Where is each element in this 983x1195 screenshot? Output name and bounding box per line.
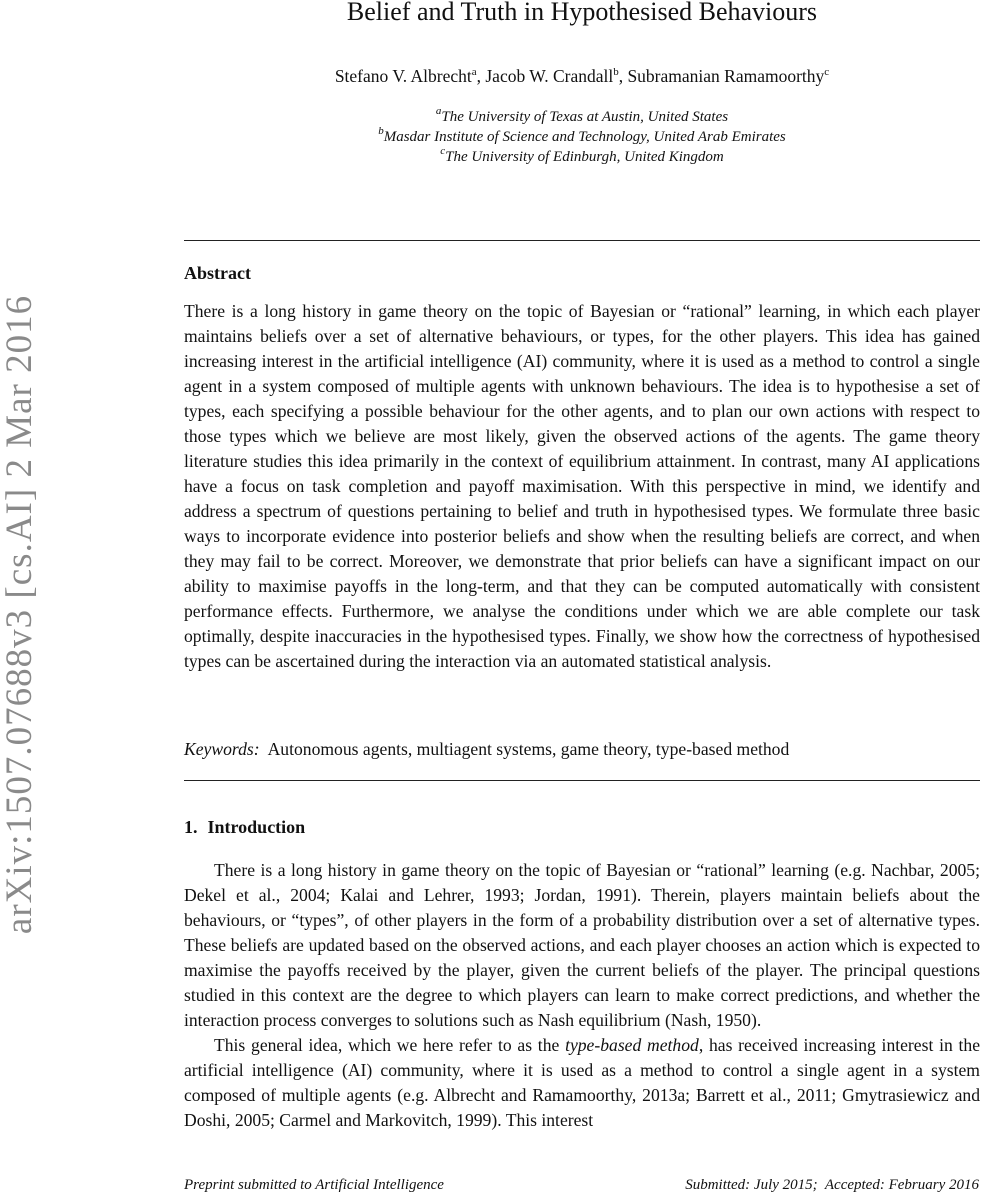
paper-title: Belief and Truth in Hypothesised Behaviours: [346, 0, 818, 26]
keywords-line: [184, 737, 980, 762]
footer-submission-dates: Submitted: July 2015; Accepted: February 2016: [685, 1177, 979, 1193]
abstract-text: There is a long history in game theory on the topic of Bayesian or “rational” learning, in which each player maintains beliefs over a set of alternative behaviours, or types, for the other players. This idea has gained increasing interest in the artificial intelligence (AI) community, where it is used as a method to control a single agent in a system composed of multiple agents with unknown behaviours. The idea is to hypothesise a set of types, each specifying a possible behaviour for the other agents, and to plan our own actions with respect to those types which we believe are most likely, given the observed actions of the agents. The game theory literature studies this idea primarily in the context of equilibrium attainment. In contrast, many AI applications have a focus on task completion and payoff maximisation. With this perspective in mind, we identify and address a spectrum of questions pertaining to belief and truth in hypothesised types. We formulate three basic ways to incorporate evidence into posterior beliefs and show when the resulting beliefs are correct, and when they may fail to be correct. Moreover, we demonstrate that prior beliefs can have a significant impact on our ability to maximise payoffs in the long-term, and that they can be computed automatically with consistent performance effects. Furthermore, we analyse the conditions under which we are able complete our task optimally, despite inaccuracies in the hypothesised types. Finally, we show how the correctness of hypothesised types can be ascertained during the interaction via an automated statistical analysis.: [184, 301, 980, 671]
author-affiliation-mark: b: [613, 66, 619, 78]
author-affiliation-mark: c: [824, 66, 830, 78]
paragraph-text: , has received increasing interest in the artificial intelligence (AI) community, where it is used as a method to control a single agent in a system composed of multiple agents (e.g. Albrecht and Ramamoorthy, 2013a; Barrett et al., 2011; Gmytrasiewicz and Doshi, 2005; Carmel and Markovitch, 1999). This interest: [184, 1035, 981, 1130]
affiliation-mark: b: [378, 125, 384, 137]
section-number: 1.: [184, 817, 198, 837]
affiliation-list: [184, 107, 980, 167]
author-affiliation-mark: a: [471, 66, 477, 78]
affiliation-line: [184, 107, 980, 127]
intro-paragraph-1: There is a long history in game theory on the topic of Bayesian or “rational” learning (e.g. Nachbar, 2005; Dekel et al., 2004; Kalai and Lehrer, 1993; Jordan, 1991). Therein, players maintain beliefs about the behaviours, or “types”, of other players in the form of a probability distribution over a set of alternative types. These beliefs are updated based on the observed actions, and each player chooses an action which is expected to maximise the payoffs received by the player, given the current beliefs of the player. The principal questions studied in this context are the degree to which players can learn to make correct predictions, and whether the interaction process converges to solutions such as Nash equilibrium (Nash, 1950).: [184, 860, 980, 1030]
affiliation-text: The University of Edinburgh, United Kingdom: [445, 149, 724, 165]
abstract-bottom-rule: [184, 780, 980, 781]
abstract-top-rule: [184, 240, 980, 241]
footer-preprint-note: Preprint submitted to Artificial Intelligence: [184, 1177, 444, 1193]
affiliation-line: [184, 147, 980, 167]
affiliation-text: The University of Texas at Austin, United States: [441, 109, 729, 125]
paragraph-text: This general idea, which we here refer to as the: [214, 1035, 566, 1055]
author-name: Stefano V. Albrecht: [334, 66, 472, 86]
affiliation-mark: c: [440, 145, 446, 157]
keywords-text: Autonomous agents, multiagent systems, game theory, type-based method: [267, 739, 790, 759]
author-name: Jacob W. Crandall: [485, 66, 614, 86]
intro-paragraph-2: [184, 1033, 980, 1133]
introduction-body: [184, 858, 980, 1133]
affiliation-text: Masdar Institute of Science and Technology, United Arab Emirates: [383, 129, 786, 145]
emphasized-term: type-based method: [565, 1035, 699, 1055]
keywords-label: Keywords:: [184, 739, 260, 759]
abstract-heading: Abstract: [184, 263, 251, 283]
arxiv-side-stamp: [0, 262, 41, 967]
arxiv-identifier: arXiv:1507.07688v3 [cs.AI] 2 Mar 2016: [0, 294, 41, 935]
affiliation-mark: a: [435, 105, 442, 117]
section-title: Introduction: [207, 817, 306, 837]
author-name: Subramanian Ramamoorthy: [627, 66, 825, 86]
affiliation-line: [184, 127, 980, 147]
section-heading: [184, 816, 305, 838]
author-list: Stefano V. Albrecht$^a$, Jacob W. Crandall$^b$, Subramanian Ramamoorthy$^c$: [334, 66, 830, 86]
